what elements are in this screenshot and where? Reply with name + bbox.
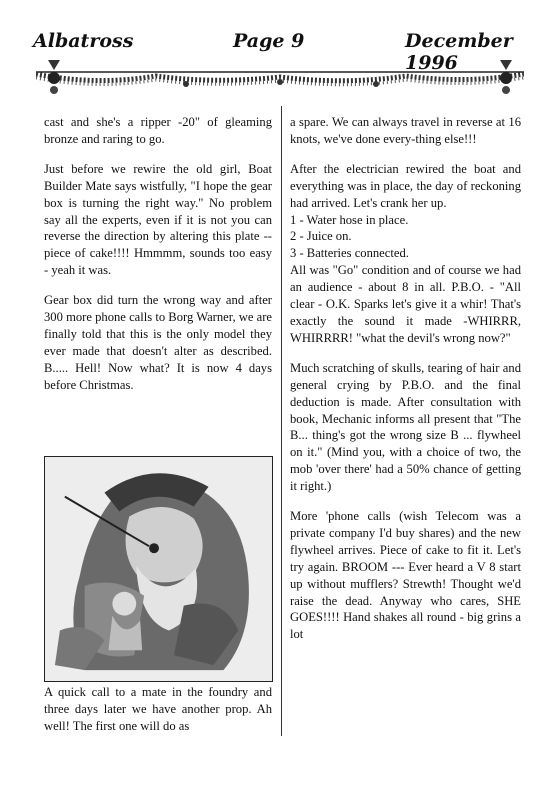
paragraph: Just before we rewire the old girl, Boat Builder Mate says wistfully, "I hope the gear box is turning the right way." No problem say all the experts, even if it is not you can reverse the direction by altering this plate -- piece of cake!!!! Hmmmm, sounds too easy - yeah it was.: [44, 161, 272, 278]
paragraph: A quick call to a mate in the foundry and three days later we have another prop. Ah well! The first one will do as: [44, 685, 272, 733]
paragraph: a spare. We can always travel in reverse at 16 knots, we've done every-thing else!!!: [290, 115, 521, 146]
right-column: [290, 114, 521, 656]
paragraph: After the electrician rewired the boat and everything was in place, the day of reckoning had arrived. Let's crank her up.: [290, 161, 521, 210]
paragraph: All was "Go" condition and of course we had an audience - about 8 in all. P.B.O. - "All clear - O.K. Sparks let's give it a whir! That's exactly the sound it made -WHIRRR, WHIRRRR! "what the devil's wrong now?": [290, 263, 521, 345]
page-number: Page 9: [233, 30, 305, 52]
column-divider: [281, 106, 282, 736]
issue-date: December 1996: [405, 30, 513, 74]
paragraph: cast and she's a ripper -20" of gleaming bronze and raring to go.: [44, 115, 272, 146]
santa-engraving-image: [45, 457, 272, 681]
list-item: 2 - Juice on.: [290, 229, 352, 244]
list-item: 1 - Water hose in place.: [290, 212, 409, 227]
paragraph: Much scratching of skulls, tearing of hair and general crying by P.B.O. and the final deduction is made. After consultation with book, Mechanic informs all present that "The B... thing's got the wrong size B ... flywheel on it." (Mind you, with a choice of two, the mob 'over there' had a 50% chance of getting it right.): [290, 360, 521, 494]
left-column: [44, 114, 272, 407]
christmas-garland-decoration: [36, 50, 524, 100]
paragraph: More 'phone calls (wish Telecom was a private company I'd buy shares) and the new flywheel arrives. Piece of cake to fit it. Let's try again. BROOM --- Ever heard a V 8 start up without mufflers? Strewth! Thought we'd raise the dead. Anyway who cares, SHE GOES!!!! Hand shakes all round - big grins a lot: [290, 509, 521, 642]
list-item: 3 - Batteries connected.: [290, 246, 409, 261]
santa-illustration: [44, 456, 273, 682]
paragraph: Gear box did turn the wrong way and after 300 more phone calls to Borg Warner, we are finally told that this is the only model they ever made that doesn't alter as described. B..... Hell! Now what? It is now 4 days before Christmas.: [44, 293, 272, 392]
newsletter-title: Albatross: [33, 30, 134, 52]
left-column-continued: [44, 684, 272, 735]
